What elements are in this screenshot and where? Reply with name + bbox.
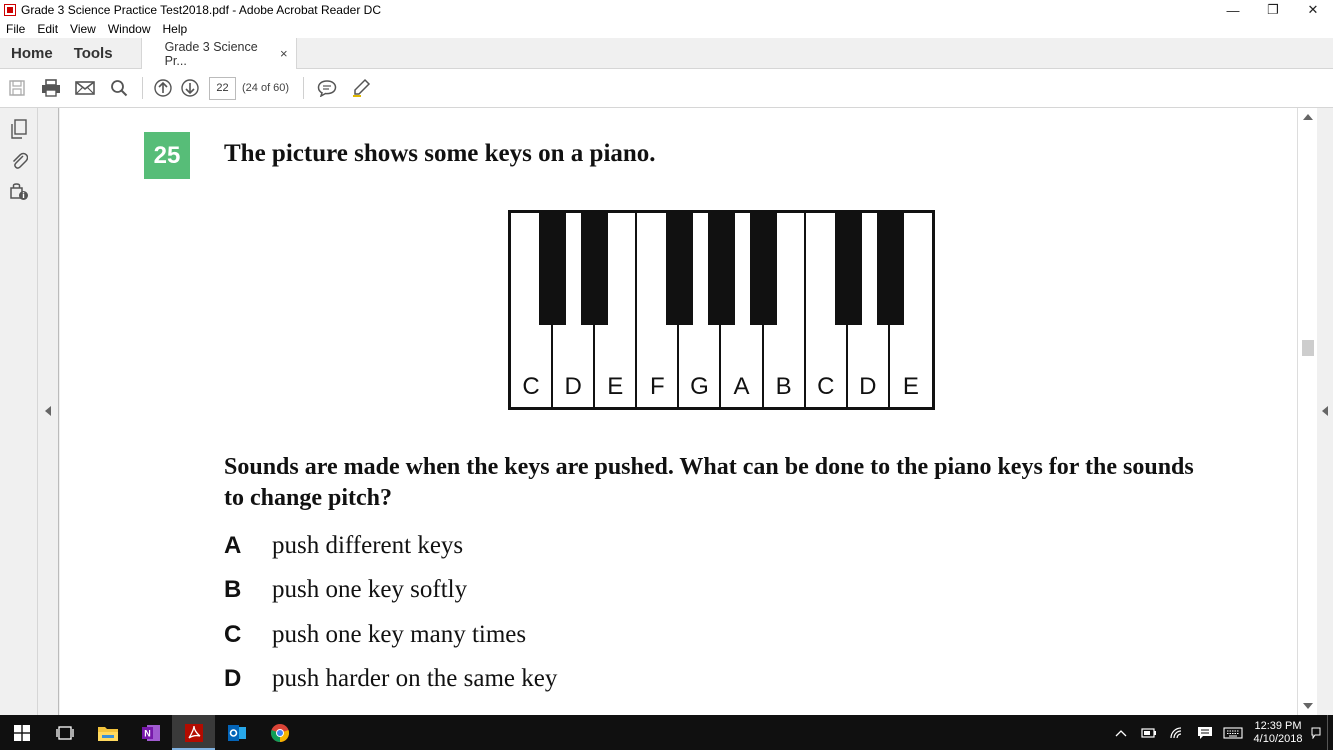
- answer-option-c: [224, 621, 526, 649]
- option-letter: A: [224, 532, 242, 559]
- battery-icon[interactable]: [1135, 715, 1163, 750]
- svg-text:N: N: [143, 728, 151, 738]
- outlook-icon[interactable]: [215, 715, 258, 750]
- page-number-input[interactable]: 22: [209, 77, 236, 100]
- piano-black-key: [708, 213, 735, 325]
- piano-black-key: [666, 213, 693, 325]
- scroll-up-icon[interactable]: [1303, 114, 1313, 120]
- lock-info-icon[interactable]: [0, 175, 38, 206]
- piano-key-label: F: [650, 373, 665, 400]
- piano-key-label: C: [522, 373, 540, 400]
- show-desktop-button[interactable]: [1327, 715, 1333, 750]
- title-bar: [0, 0, 1333, 20]
- menu-bar: [0, 20, 1333, 38]
- chrome-icon[interactable]: [258, 715, 301, 750]
- menu-help[interactable]: Help: [162, 22, 188, 36]
- option-text: push different keys: [272, 532, 464, 559]
- tab-document-label: Grade 3 Science Pr...: [164, 39, 258, 68]
- tab-bar: [0, 38, 1333, 69]
- option-letter: B: [224, 576, 242, 603]
- window-title: Grade 3 Science Practice Test2018.pdf - Adobe Acrobat Reader DC: [21, 3, 381, 17]
- piano-key-label: C: [817, 373, 835, 400]
- acrobat-app-icon: [4, 4, 16, 16]
- task-view-icon[interactable]: [43, 715, 86, 750]
- system-tray: [1107, 715, 1333, 750]
- close-tab-icon[interactable]: ×: [279, 46, 288, 61]
- option-text: push one key many times: [272, 621, 527, 648]
- piano-key-label: G: [690, 373, 709, 400]
- restore-button[interactable]: ❐: [1267, 2, 1279, 17]
- collapse-left-icon: [45, 406, 51, 416]
- menu-view[interactable]: View: [70, 22, 96, 36]
- right-panel-toggle[interactable]: [1317, 108, 1333, 715]
- answer-option-d: [224, 665, 557, 693]
- piano-black-key: [835, 213, 862, 325]
- scroll-down-icon[interactable]: [1303, 703, 1313, 709]
- answer-option-a: [224, 532, 463, 560]
- toolbar-divider: [303, 77, 304, 99]
- vertical-scrollbar[interactable]: [1297, 108, 1317, 715]
- comment-icon[interactable]: [310, 69, 344, 108]
- email-icon[interactable]: [68, 69, 102, 108]
- toolbar-divider: [142, 77, 143, 99]
- tab-home[interactable]: Home: [11, 44, 53, 62]
- clock-date: 4/10/2018: [1253, 732, 1303, 745]
- minimize-button[interactable]: —: [1226, 2, 1240, 18]
- wifi-icon[interactable]: [1163, 715, 1191, 750]
- toolbar: [0, 69, 1333, 108]
- option-letter: D: [224, 665, 242, 692]
- close-window-button[interactable]: ✕: [1307, 2, 1319, 17]
- taskbar: [0, 715, 1333, 750]
- chevron-up-icon[interactable]: [1107, 715, 1135, 750]
- windows-start-icon[interactable]: [0, 715, 43, 750]
- option-text: push harder on the same key: [272, 665, 558, 692]
- piano-black-key: [750, 213, 777, 325]
- piano-key-label: E: [607, 373, 624, 400]
- keyboard-icon[interactable]: [1219, 715, 1247, 750]
- print-icon[interactable]: [34, 69, 68, 108]
- file-explorer-icon[interactable]: [86, 715, 129, 750]
- question-text: Sounds are made when the keys are pushed. What can be done to the piano keys for the sounds to change pitch?: [224, 454, 1194, 511]
- action-center-icon[interactable]: [1191, 715, 1219, 750]
- piano-keyboard-image: [508, 210, 935, 410]
- piano-black-key: [539, 213, 566, 325]
- attachment-icon[interactable]: [0, 144, 38, 175]
- option-text: push one key softly: [272, 576, 468, 603]
- scrollbar-thumb[interactable]: [1302, 340, 1314, 356]
- piano-key-label: A: [733, 373, 750, 400]
- tab-document[interactable]: [141, 38, 297, 69]
- piano-key-label: D: [859, 373, 877, 400]
- menu-edit[interactable]: Edit: [37, 22, 59, 36]
- expand-right-panel-icon: [1322, 406, 1328, 416]
- piano-key-label: B: [775, 373, 792, 400]
- piano-black-key: [877, 213, 904, 325]
- page-count: (24 of 60): [242, 82, 290, 94]
- question-title: The picture shows some keys on a piano.: [224, 140, 656, 167]
- piano-key-label: D: [564, 373, 582, 400]
- notification-icon[interactable]: [1309, 715, 1323, 750]
- left-panel-toggle[interactable]: [38, 108, 59, 715]
- piano-black-key: [581, 213, 608, 325]
- acrobat-icon[interactable]: [172, 715, 215, 750]
- page-down-icon[interactable]: [176, 69, 203, 108]
- pages-icon[interactable]: [0, 113, 38, 144]
- page-up-icon[interactable]: [149, 69, 176, 108]
- answer-option-b: [224, 576, 467, 604]
- question-number-badge: 25: [144, 132, 190, 179]
- left-rail: [0, 108, 38, 715]
- menu-file[interactable]: File: [6, 22, 26, 36]
- clock-time: 12:39 PM: [1254, 719, 1302, 732]
- piano-key-label: E: [902, 373, 919, 400]
- menu-window[interactable]: Window: [107, 22, 151, 36]
- highlight-pen-icon[interactable]: [344, 69, 378, 108]
- tab-tools[interactable]: Tools: [73, 44, 113, 62]
- option-letter: C: [224, 621, 242, 648]
- save-icon[interactable]: [0, 69, 34, 108]
- onenote-icon[interactable]: [129, 715, 172, 750]
- document-page: [60, 108, 1297, 715]
- search-icon[interactable]: [102, 69, 136, 108]
- taskbar-clock[interactable]: [1247, 720, 1309, 746]
